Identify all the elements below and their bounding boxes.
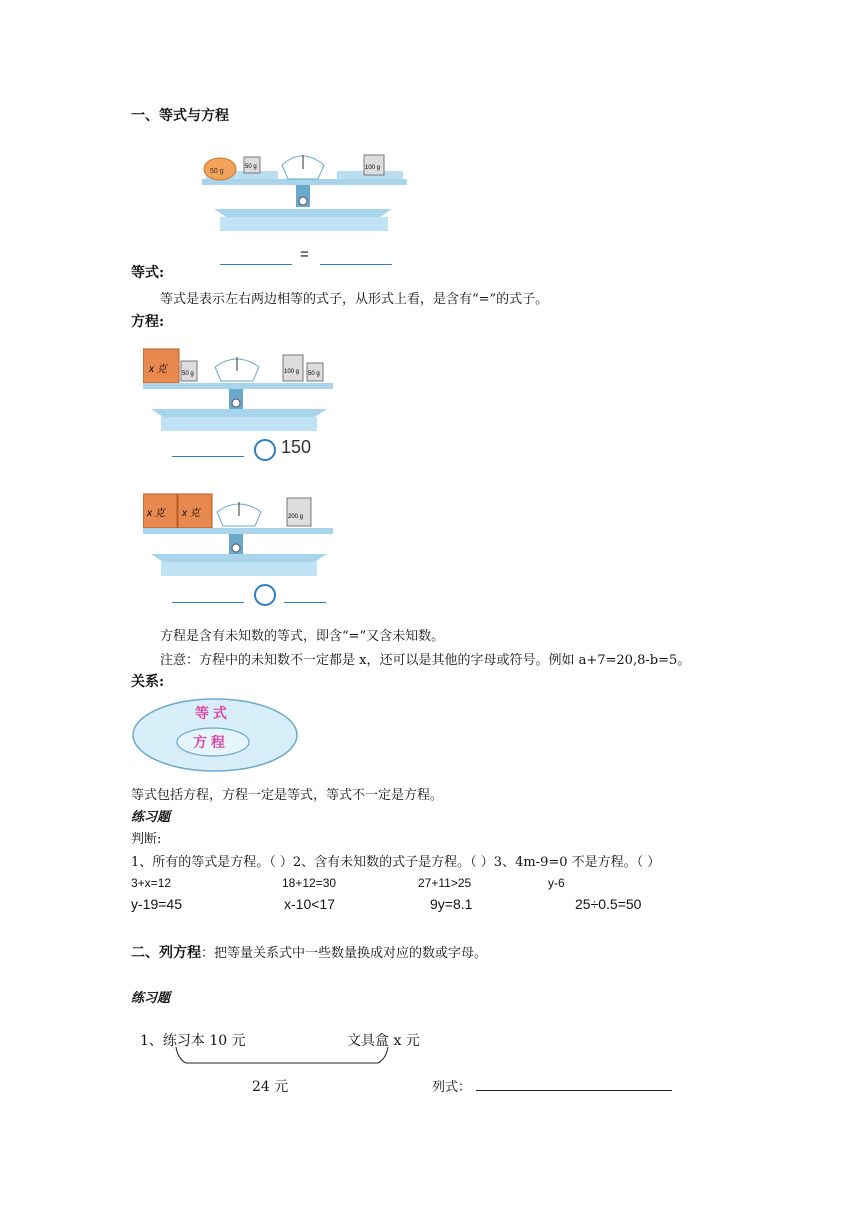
egg-label: 50 g xyxy=(210,168,224,175)
section2-title-bold: 二、列方程 xyxy=(131,945,201,961)
balance-scale-1-image xyxy=(192,143,414,235)
section2-title-rest: ：把等量关系式中一些数量换成对应的数或字母。 xyxy=(201,946,488,961)
balance-scale-3-image xyxy=(143,490,338,580)
judge-items: 1、所有的等式是方程。（ ）2、含有未知数的式子是方程。（ ）3、4m-9=0 不是方程。（ ） xyxy=(131,855,661,870)
weight-big-label: 100 g xyxy=(365,165,381,171)
blank-scale2 xyxy=(172,456,244,457)
heading-relation: 关系: xyxy=(131,674,165,690)
blank-left xyxy=(220,264,292,265)
venn-diagram xyxy=(131,696,301,774)
blank-right xyxy=(320,264,392,265)
item-right: 文具盒 x 元 xyxy=(347,1033,420,1049)
box1-label: x 克 xyxy=(147,508,165,519)
judge-label: 判断: xyxy=(131,832,162,847)
practice-heading-1: 练习题 xyxy=(131,810,171,825)
def-equality: 等式是表示左右两边相等的式子，从形式上看，是含有“=”的式子。 xyxy=(160,292,549,307)
w-label: 200 g xyxy=(288,514,304,520)
note-text: 注意：方程中的未知数不一定都是 x，还可以是其他的字母或符号。例如 a+7=20,8-b=5。 xyxy=(160,653,691,668)
section2-title xyxy=(131,942,487,962)
def-equation: 方程是含有未知数的等式，即含“=”又含未知数。 xyxy=(160,629,445,644)
heading-equation: 方程: xyxy=(131,314,165,330)
equals-sign: = xyxy=(300,246,309,263)
box-label: x 克 xyxy=(149,364,167,375)
w1-label: 50 g xyxy=(182,371,194,377)
item-left: 1、练习本 10 元 xyxy=(140,1033,246,1049)
practice-heading-2: 练习题 xyxy=(131,991,171,1006)
expr-r2-1: y-19=45 xyxy=(131,896,182,912)
heading-equality: 等式: xyxy=(131,265,165,281)
expr-r2-3: 9y=8.1 xyxy=(430,896,473,912)
balance-scale-2-image xyxy=(143,345,338,435)
blank-scale3-left xyxy=(172,602,244,603)
weight-small-label: 50 g xyxy=(245,164,257,170)
relation-text: 等式包括方程，方程一定是等式，等式不一定是方程。 xyxy=(131,788,444,803)
blank-scale3-right xyxy=(284,602,326,603)
expr-r2-4: 25÷0.5=50 xyxy=(575,896,642,912)
brace-icon xyxy=(172,1045,392,1069)
w2-label: 100 g xyxy=(284,369,300,375)
formula-blank[interactable] xyxy=(476,1090,672,1091)
compare-circle-2 xyxy=(254,584,276,606)
rhs-150: 150 xyxy=(281,437,312,457)
total-label: 24 元 xyxy=(252,1079,289,1095)
expr-r1-3: 27+11>25 xyxy=(418,876,472,890)
formula-label: 列式： xyxy=(432,1080,472,1095)
w3-label: 50 g xyxy=(308,371,320,377)
venn-outer-label: 等 式 xyxy=(195,705,227,721)
venn-inner-label: 方 程 xyxy=(193,734,225,750)
expr-r1-1: 3+x=12 xyxy=(131,876,172,890)
expr-r1-2: 18+12=30 xyxy=(282,876,337,890)
expr-r1-4: y-6 xyxy=(548,876,565,890)
expr-r2-2: x-10<17 xyxy=(284,896,335,912)
compare-circle-1 xyxy=(254,439,276,461)
box2-label: x 克 xyxy=(182,508,200,519)
section1-title: 一、等式与方程 xyxy=(131,108,229,124)
